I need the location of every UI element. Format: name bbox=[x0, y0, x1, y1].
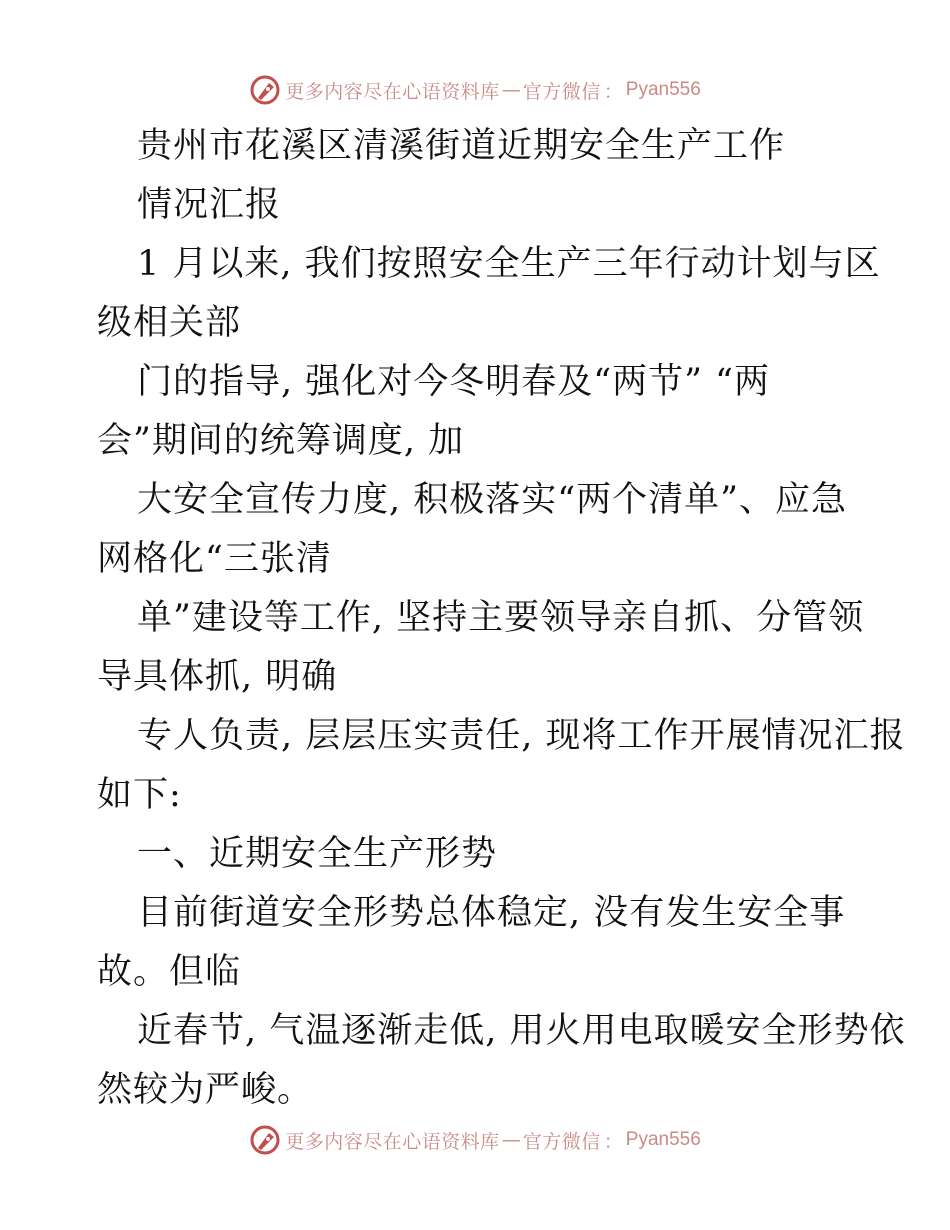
document-body bbox=[97, 117, 906, 1120]
document-line: 情况汇报 bbox=[137, 185, 282, 225]
watermark-text: 更多内容尽在心语资料库 bbox=[285, 1130, 500, 1153]
document-line: 会”期间的统筹调度, 加 bbox=[97, 421, 465, 461]
watermark-label: 官方微信 bbox=[522, 1130, 601, 1153]
document-line: 如下: bbox=[97, 775, 182, 815]
footer-watermark bbox=[0, 1120, 950, 1160]
pen-nib-logo-icon bbox=[249, 74, 281, 106]
document-line: 导具体抓, 明确 bbox=[97, 657, 338, 697]
watermark-separator: ： bbox=[603, 1130, 623, 1153]
pen-nib-logo-icon bbox=[249, 1124, 281, 1156]
document-line: 网格化“三张清 bbox=[97, 539, 332, 579]
watermark-separator: ： bbox=[603, 80, 623, 103]
document-line: 故。但临 bbox=[97, 952, 242, 992]
watermark-text: 更多内容尽在心语资料库 bbox=[285, 80, 500, 103]
document-line: 级相关部 bbox=[97, 303, 242, 343]
watermark-dash: — bbox=[501, 1129, 521, 1151]
document-line: 目前街道安全形势总体稳定, 没有发生安全事 bbox=[137, 893, 846, 933]
watermark-label: 官方微信 bbox=[522, 80, 601, 103]
document-line: 贵州市花溪区清溪街道近期安全生产工作 bbox=[137, 126, 786, 166]
document-line: 大安全宣传力度, 积极落实“两个清单”、应急 bbox=[137, 480, 848, 520]
document-line: 近春节, 气温逐渐走低, 用火用电取暖安全形势依 bbox=[137, 1011, 906, 1051]
document-line: 然较为严峻。 bbox=[97, 1070, 314, 1110]
watermark-dash: — bbox=[501, 79, 521, 101]
document-line: 单”建设等工作, 坚持主要领导亲自抓、分管领 bbox=[137, 598, 865, 638]
header-watermark bbox=[0, 70, 950, 110]
watermark-account: Pyan556 bbox=[625, 79, 701, 100]
document-line: 1 月以来, 我们按照安全生产三年行动计划与区 bbox=[137, 244, 881, 284]
document-line: 专人负责, 层层压实责任, 现将工作开展情况汇报 bbox=[137, 716, 906, 756]
watermark-account: Pyan556 bbox=[625, 1129, 701, 1150]
document-line: 门的指导, 强化对今冬明春及“两节” “两 bbox=[137, 362, 771, 402]
document-line: 一、近期安全生产形势 bbox=[137, 834, 498, 874]
